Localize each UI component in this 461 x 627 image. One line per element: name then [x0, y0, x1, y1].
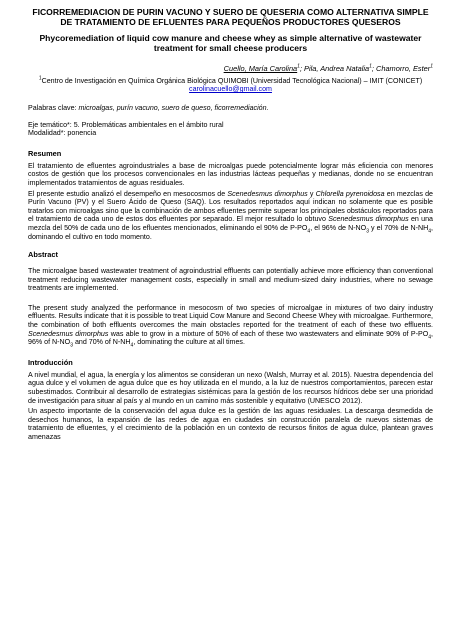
resumen-paragraph-2: El presente estudio analizó el desempeño en mesocosmos de Scenedesmus dimorphus y Chlorella pyrenoidosa en mezclas de Purín Vacuno (PV) y el Suero Ácido de Queso (SAQ). Los resultados reportados aquí indican no solamente que es posible tratarlos con microalgas sino que la combinación de ambos efluentes permite superar los principales obstáculos reportados para el tratamiento de cada uno de estos dos efluentes por separado. El mejor resultado lo obtuvo Scenedesmus dimorphus en una mezcla del 50% de cada uno de los efluentes mencionados, eliminando el 90% de $P-PO_4$, el 96% de $N-NO_3$ y el 70% de $N-NH_4$, dominando el cultivo en todo momento. [28, 189, 433, 241]
affiliation: $^1$Centro de Investigación en Química Orgánica Biológica QUIMOBI (Universidad Tecnológica Nacional) – IMIT (CONICET) [38, 75, 423, 85]
author-3: ; Chamorro, Ester [371, 64, 431, 74]
title-english: Phycoremediation of liquid cow manure and cheese whey as simple alternative of wastewater treatment for small cheese producers [39, 33, 422, 54]
abstract-heading: Abstract [28, 250, 58, 260]
thematic-axis: Eje temático*: 5. Problemáticas ambientales en el ámbito rural [28, 120, 224, 129]
author-1: Cuello, María Carolina [223, 64, 298, 74]
abstract-paragraph-1: The microalgae based wastewater treatment of agroindustrial effluents can potentially achieve more efficiency than conventional treatment reducing wastewater management costs, especially in small and medium-sized dairy industries, where no sewage treatments are implemented. [28, 267, 433, 293]
author-list: Cuello, María Carolina$^1$; Pila, Andrea Natalia$^1$; Chamorro, Ester$^1$ [223, 63, 433, 74]
title-spanish: FICORREMEDIACION DE PURIN VACUNO Y SUERO DE QUESERIA COMO ALTERNATIVA SIMPLE DE TRATAMIENTO DE EFLUENTES PARA PEQUEÑOS PRODUCTORES QUESEROS [32, 7, 429, 27]
modality: Modalidad*: ponencia [28, 129, 97, 138]
resumen-heading: Resumen [28, 148, 62, 158]
introduccion-heading: Introducción [28, 357, 73, 367]
author-2: ; Pila, Andrea Natalia [299, 64, 370, 74]
intro-paragraph-1: A nivel mundial, el agua, la energía y los alimentos se consideran un nexo (Walsh, Murray et al. 2015). Nuestra dependencia del agua dulce y el volumen de agua dulce que es hoy utilizada en el mundo, a la luz de nuestros comportamientos, parecen estar subestimados. Contribuir al desarrollo de estrategias sistémicas para la gestión de los recursos hídricos debe ser una prioridad de investigación para situar al país y al mundo en un camino más sostenible y equitativo (UNESCO 2012). [28, 370, 433, 405]
intro-paragraph-2: Un aspecto importante de la conservación del agua dulce es la gestión de las aguas residuales. La descarga desmedida de desechos humanos, la expansión de las redes de agua en ciudades sin construcción paralela de nuevos sistemas de tratamiento de efluentes, y el crecimiento de la población en un contexto de recursos finitos de agua dulce, plantean graves amenazas [28, 407, 433, 441]
abstract-paragraph-2: The present study analyzed the performance in mesocosm of two species of microalgae in mixtures of two dairy industry effluents. Results indicate that it is possible to treat Liquid Cow Manure and Second Cheese Whey with microalgae. Furthermore, the combination of both effluents overcomes the main obstacles reported for the treatment of each of these two effluents. Scenedesmus dimorphus was able to grow in a mixture of 50% of each of these two wastewaters and eliminate 90% of $P-PO_4$, 96% of $N-NO_3$ and 70% of $N-NH_4$, dominating the culture at all times. [28, 303, 433, 349]
author-email-link[interactable]: carolinacuello@gmail.com [189, 85, 272, 94]
resumen-paragraph-1: El tratamiento de efluentes agroindustriales a base de microalgas puede potencialmente lograr más eficiencia con menores costos de gestión que los procesos convencionales en las industrias lácteas pequeñas y medianas, donde no se encuentran implementados tratamientos de aguas residuales. [28, 161, 433, 187]
keywords: Palabras clave: microalgas, purín vacuno, suero de queso, ficorremediación. [28, 103, 269, 112]
